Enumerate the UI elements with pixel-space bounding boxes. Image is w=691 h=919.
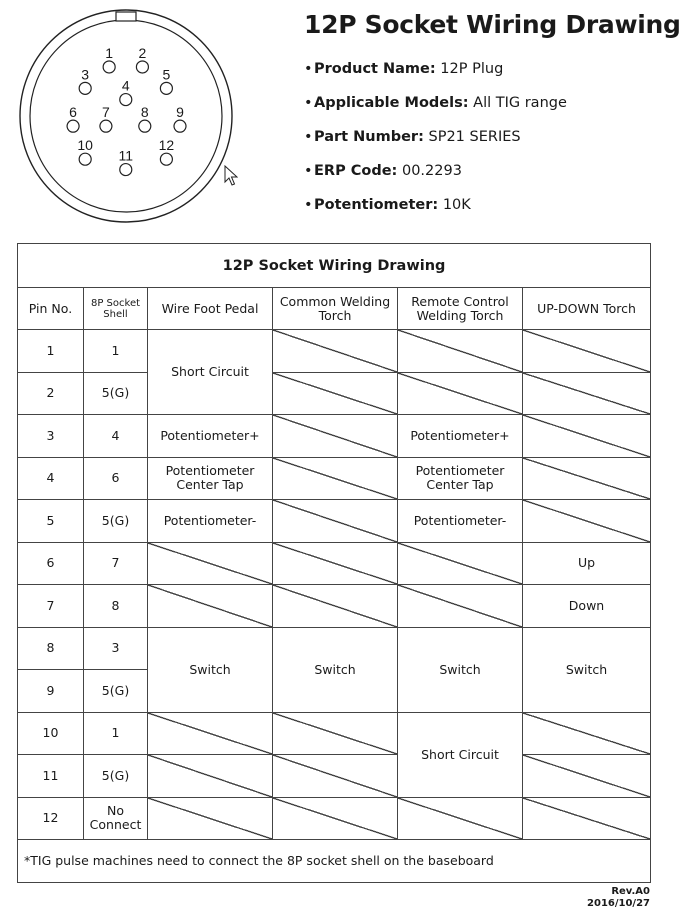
- col-header-socket-shell: 8P Socket Shell: [84, 288, 148, 330]
- pin-8-label: 8: [140, 104, 149, 121]
- spec-applicable-models: [304, 90, 567, 124]
- pin-8-hole: [139, 120, 151, 132]
- pin-6-label: 6: [69, 104, 77, 121]
- shell-cell: 5(G): [84, 755, 148, 798]
- col-header-wire-foot-pedal: Wire Foot Pedal: [148, 288, 273, 330]
- shell-cell: 1: [84, 330, 148, 373]
- spec-potentiometer: [304, 192, 567, 226]
- not-used-cell: [148, 797, 273, 840]
- pin-cell: 6: [18, 542, 84, 585]
- not-used-cell: [398, 330, 523, 373]
- foot-pedal-pot-center: Potentiometer Center Tap: [148, 457, 273, 500]
- bullet-icon: •: [304, 163, 313, 179]
- table-row: [18, 457, 651, 500]
- not-used-cell: [273, 415, 398, 458]
- not-used-cell: [523, 415, 651, 458]
- pin-2-hole: [136, 61, 148, 73]
- pin-1-label: 1: [105, 44, 114, 61]
- pin-10-hole: [79, 153, 91, 165]
- remote-torch-pot-plus: Potentiometer+: [398, 415, 523, 458]
- spec-value: 10K: [442, 197, 471, 213]
- not-used-cell: [398, 372, 523, 415]
- table-header-row: [18, 288, 651, 330]
- pin-11-label: 11: [118, 147, 134, 164]
- shell-cell: 3: [84, 627, 148, 670]
- pin-cell: 10: [18, 712, 84, 755]
- not-used-cell: [273, 542, 398, 585]
- pin-9-hole: [174, 120, 186, 132]
- shell-cell: 1: [84, 712, 148, 755]
- bullet-icon: •: [304, 95, 313, 111]
- wiring-table: [17, 243, 651, 883]
- pin-1-hole: [103, 61, 115, 73]
- mouse-cursor-icon: [224, 165, 238, 187]
- not-used-cell: [523, 712, 651, 755]
- shell-cell: No Connect: [84, 797, 148, 840]
- spec-value: All TIG range: [473, 95, 567, 111]
- col-header-common-torch: Common Welding Torch: [273, 288, 398, 330]
- bullet-icon: •: [304, 61, 313, 77]
- not-used-cell: [148, 585, 273, 628]
- not-used-cell: [273, 797, 398, 840]
- col-header-pin-no: Pin No.: [18, 288, 84, 330]
- not-used-cell: [523, 755, 651, 798]
- shell-cell: 5(G): [84, 372, 148, 415]
- shell-cell: 4: [84, 415, 148, 458]
- socket-pin-diagram: [18, 8, 234, 224]
- pin-cell: 2: [18, 372, 84, 415]
- socket-inner-ring: [30, 20, 222, 212]
- spec-part-number: [304, 124, 567, 158]
- table-row: [18, 415, 651, 458]
- pin-4-hole: [120, 94, 132, 106]
- not-used-cell: [148, 755, 273, 798]
- not-used-cell: [398, 585, 523, 628]
- table-row: [18, 372, 651, 415]
- not-used-cell: [148, 542, 273, 585]
- bullet-icon: •: [304, 129, 313, 145]
- table-row: [18, 330, 651, 373]
- table-footnote: *TIG pulse machines need to connect the 8P socket shell on the baseboard: [18, 840, 651, 883]
- pin-4-label: 4: [121, 77, 130, 94]
- spec-value: 00.2293: [401, 163, 462, 179]
- not-used-cell: [398, 797, 523, 840]
- not-used-cell: [398, 542, 523, 585]
- pin-7-hole: [100, 120, 112, 132]
- updown-torch-down: Down: [523, 585, 651, 628]
- socket-pins: [67, 45, 186, 176]
- pin-5-hole: [160, 82, 172, 94]
- pin-cell: 12: [18, 797, 84, 840]
- not-used-cell: [273, 372, 398, 415]
- not-used-cell: [273, 457, 398, 500]
- socket-key-notch: [116, 12, 136, 21]
- revision-date: 2016/10/27: [587, 898, 650, 909]
- not-used-cell: [273, 755, 398, 798]
- table-row: [18, 755, 651, 798]
- remote-torch-switch: Switch: [398, 627, 523, 712]
- foot-pedal-short-circuit: Short Circuit: [148, 330, 273, 415]
- spec-label: Part Number:: [314, 129, 424, 145]
- pin-11-hole: [120, 164, 132, 176]
- remote-torch-pot-minus: Potentiometer-: [398, 500, 523, 543]
- pin-10-label: 10: [77, 137, 93, 154]
- not-used-cell: [273, 712, 398, 755]
- remote-torch-short-circuit: Short Circuit: [398, 712, 523, 797]
- not-used-cell: [273, 330, 398, 373]
- pin-cell: 9: [18, 670, 84, 713]
- socket-outer-ring: [20, 10, 232, 222]
- table-row: [18, 500, 651, 543]
- not-used-cell: [273, 500, 398, 543]
- spec-label: Applicable Models:: [314, 95, 469, 111]
- bullet-icon: •: [304, 197, 313, 213]
- pin-cell: 5: [18, 500, 84, 543]
- not-used-cell: [523, 457, 651, 500]
- revision-label: Rev.A0: [611, 886, 650, 897]
- table-row: [18, 712, 651, 755]
- table-row: [18, 627, 651, 670]
- shell-cell: 7: [84, 542, 148, 585]
- not-used-cell: [148, 712, 273, 755]
- pin-cell: 1: [18, 330, 84, 373]
- pin-cell: 8: [18, 627, 84, 670]
- pin-3-label: 3: [81, 66, 90, 83]
- pin-cell: 4: [18, 457, 84, 500]
- not-used-cell: [523, 500, 651, 543]
- spec-label: ERP Code:: [314, 163, 398, 179]
- updown-torch-switch: Switch: [523, 627, 651, 712]
- foot-pedal-pot-minus: Potentiometer-: [148, 500, 273, 543]
- pin-12-hole: [160, 153, 172, 165]
- pin-cell: 11: [18, 755, 84, 798]
- spec-label: Product Name:: [314, 61, 436, 77]
- pin-cell: 3: [18, 415, 84, 458]
- shell-cell: 8: [84, 585, 148, 628]
- pin-3-hole: [79, 82, 91, 94]
- not-used-cell: [273, 585, 398, 628]
- page-title: 12P Socket Wiring Drawing: [304, 10, 681, 39]
- not-used-cell: [523, 797, 651, 840]
- pin-6-hole: [67, 120, 79, 132]
- table-row: [18, 797, 651, 840]
- foot-pedal-pot-plus: Potentiometer+: [148, 415, 273, 458]
- pin-5-label: 5: [162, 66, 171, 83]
- foot-pedal-switch: Switch: [148, 627, 273, 712]
- col-header-updown-torch: UP-DOWN Torch: [523, 288, 651, 330]
- spec-erp-code: [304, 158, 567, 192]
- table-row: [18, 585, 651, 628]
- updown-torch-up: Up: [523, 542, 651, 585]
- pin-9-label: 9: [176, 104, 184, 121]
- col-header-remote-torch: Remote Control Welding Torch: [398, 288, 523, 330]
- spec-value: 12P Plug: [440, 61, 504, 77]
- table-caption: 12P Socket Wiring Drawing: [18, 244, 651, 288]
- spec-label: Potentiometer:: [314, 197, 439, 213]
- not-used-cell: [523, 330, 651, 373]
- spec-value: SP21 SERIES: [428, 129, 521, 145]
- pin-12-label: 12: [158, 137, 175, 154]
- pin-cell: 7: [18, 585, 84, 628]
- shell-cell: 5(G): [84, 670, 148, 713]
- shell-cell: 5(G): [84, 500, 148, 543]
- common-torch-switch: Switch: [273, 627, 398, 712]
- pin-7-label: 7: [102, 104, 110, 121]
- revision-block: [587, 886, 650, 910]
- spec-list: [304, 56, 567, 226]
- shell-cell: 6: [84, 457, 148, 500]
- remote-torch-pot-center: Potentiometer Center Tap: [398, 457, 523, 500]
- table-row: [18, 542, 651, 585]
- pin-2-label: 2: [138, 44, 147, 61]
- spec-product-name: [304, 56, 567, 90]
- not-used-cell: [523, 372, 651, 415]
